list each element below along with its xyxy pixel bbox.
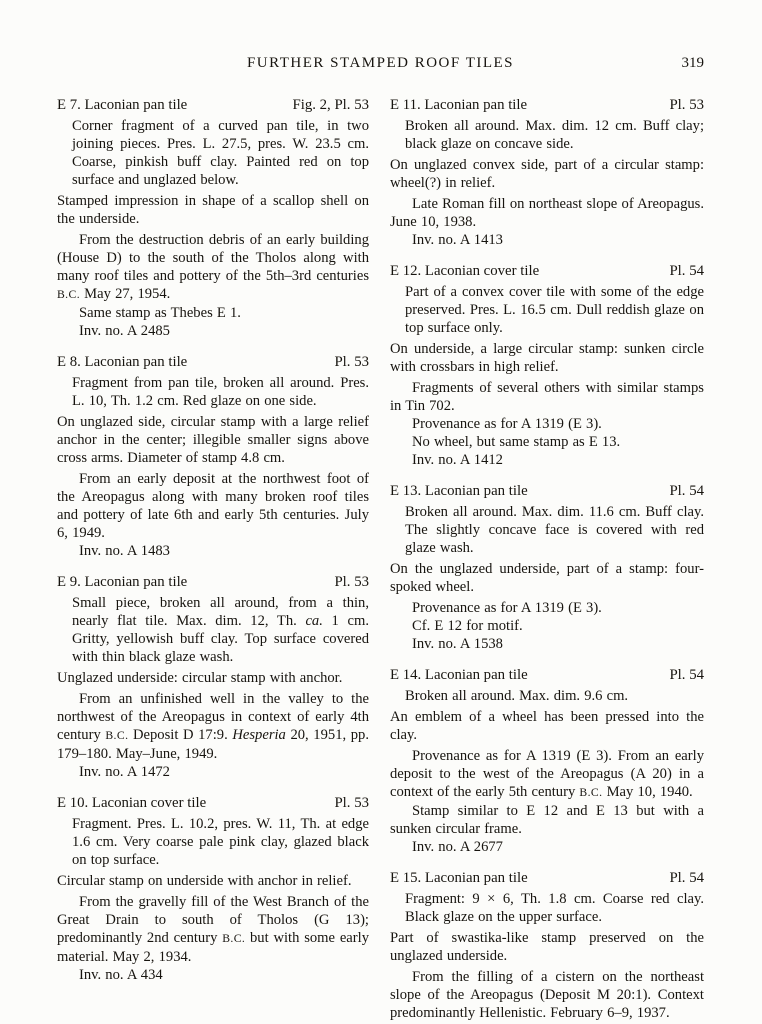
paragraph-indent: Provenance as for A 1319 (E 3). — [412, 600, 602, 616]
smallcaps-text: B.C. — [105, 729, 129, 742]
page-header — [57, 55, 704, 73]
catalog-entry — [57, 573, 369, 781]
paragraph-desc: Broken all around. Max. dim. 12 cm. Buff clay; black glaze on concave side. — [405, 118, 704, 152]
smallcaps-text: B.C. — [57, 288, 81, 301]
entry-heading — [390, 96, 704, 114]
paragraph-desc: Fragment. Pres. L. 10.2, pres. W. 11, Th. at edge 1.6 cm. Very coarse pale pink clay, glazed black on top surface. — [72, 816, 369, 868]
paragraph-indent: Late Roman fill on northeast slope of Areopagus. June 10, 1938. — [390, 196, 704, 230]
plate-reference: Pl. 53 — [334, 795, 369, 811]
paragraph-desc: Small piece, broken all around, from a thin, nearly flat tile. Max. dim. 12, Th. ca. 1 cm. Gritty, yellowish buff clay. Top surface covered with thin black glaze wash. — [72, 595, 369, 665]
paragraph-desc: Corner fragment of a curved pan tile, in two joining pieces. Pres. L. 27.5, pres. W. 23.5 cm. Coarse, pinkish buff clay. Painted red on top surface and unglazed below. — [72, 118, 369, 188]
paragraph-indent: Inv. no. A 1412 — [412, 452, 503, 468]
entry-heading — [57, 96, 369, 114]
paragraph-indent: From the gravelly fill of the West Branch of the Great Drain to south of Tholos (G 13); predominantly 2nd century B.C. but with some early material. May 2, 1934. — [57, 894, 369, 965]
paragraph-desc: Broken all around. Max. dim. 9.6 cm. — [405, 688, 629, 704]
paragraph-flush: An emblem of a wheel has been pressed into the clay. — [390, 709, 704, 743]
entry-title: E 9. Laconian pan tile — [57, 574, 188, 590]
paragraph-flush: On underside, a large circular stamp: sunken circle with crossbars in high relief. — [390, 341, 704, 375]
entry-title: E 13. Laconian pan tile — [390, 483, 528, 499]
paragraph-indent: Provenance as for A 1319 (E 3). From an early deposit to the west of the Areopagus (A 20) in a context of the early 5th century B.C. May 10, 1940. — [390, 748, 704, 800]
paragraph-indent: Inv. no. A 1413 — [412, 232, 503, 248]
paragraph-indent: Inv. no. A 1472 — [79, 764, 170, 780]
entry-heading — [57, 794, 369, 812]
catalog-entry — [390, 482, 704, 653]
smallcaps-text: B.C. — [222, 932, 246, 945]
paragraph-indent: Fragments of several others with similar stamps in Tin 702. — [390, 380, 704, 414]
paragraph-indent: Inv. no. A 434 — [79, 967, 163, 983]
paragraph-indent: From the filling of a cistern on the northeast slope of the Areopagus (Deposit M 20:1). Context predominantly Hellenistic. February 6–9, 1937. — [390, 969, 704, 1021]
catalog-entry — [57, 353, 369, 560]
paragraph-flush: Circular stamp on underside with anchor in relief. — [57, 873, 352, 889]
smallcaps-text: B.C. — [579, 786, 603, 799]
entry-title: E 8. Laconian pan tile — [57, 354, 188, 370]
entry-title: E 11. Laconian pan tile — [390, 97, 528, 113]
plate-reference: Fig. 2, Pl. 53 — [292, 97, 369, 113]
catalog-entry — [390, 869, 704, 1022]
text-column — [57, 96, 369, 1022]
entry-title: E 10. Laconian cover tile — [57, 795, 207, 811]
entry-title: E 7. Laconian pan tile — [57, 97, 188, 113]
italic-text: ca. — [305, 613, 323, 629]
entry-heading — [57, 353, 369, 371]
plate-reference: Pl. 54 — [669, 483, 704, 499]
running-head: FURTHER STAMPED ROOF TILES — [246, 55, 515, 71]
entry-title: E 14. Laconian pan tile — [390, 667, 528, 683]
plate-reference: Pl. 53 — [669, 97, 704, 113]
paragraph-indent: Cf. E 12 for motif. — [412, 618, 523, 634]
entry-title: E 12. Laconian cover tile — [390, 263, 540, 279]
plate-reference: Pl. 53 — [334, 354, 369, 370]
paragraph-desc: Part of a convex cover tile with some of the edge preserved. Pres. L. 16.5 cm. Dull reddish glaze on top surface only. — [405, 284, 704, 336]
paragraph-flush: On unglazed convex side, part of a circular stamp: wheel(?) in relief. — [390, 157, 704, 191]
paragraph-indent: Same stamp as Thebes E 1. — [79, 305, 241, 321]
entry-heading — [390, 262, 704, 280]
plate-reference: Pl. 54 — [669, 667, 704, 683]
catalog-entry — [390, 262, 704, 469]
paragraph-desc: Fragment from pan tile, broken all around. Pres. L. 10, Th. 1.2 cm. Red glaze on one side. — [72, 375, 369, 409]
paragraph-flush: On the unglazed underside, part of a stamp: four-spoked wheel. — [390, 561, 704, 595]
paragraph-indent: Stamp similar to E 12 and E 13 but with a sunken circular frame. — [390, 803, 704, 837]
paragraph-flush: Unglazed underside: circular stamp with anchor. — [57, 670, 343, 686]
italic-text: Hesperia — [232, 727, 286, 743]
paragraph-indent: From an unfinished well in the valley to the northwest of the Areopagus in context of early 4th century B.C. Deposit D 17:9. Hesperia 20, 1951, pp. 179–180. May–June, 1949. — [57, 691, 369, 762]
paragraph-flush: On unglazed side, circular stamp with a large relief anchor in the center; illegible smaller signs above cross arms. Diameter of stamp 4.8 cm. — [57, 414, 369, 466]
paragraph-desc: Fragment: 9 × 6, Th. 1.8 cm. Coarse red clay. Black glaze on the upper surface. — [405, 891, 704, 925]
entry-heading — [390, 666, 704, 684]
text-column — [390, 96, 704, 1022]
catalog-entry — [57, 794, 369, 984]
paragraph-indent: Inv. no. A 1483 — [79, 543, 170, 559]
paragraph-indent: Inv. no. A 1538 — [412, 636, 503, 652]
plate-reference: Pl. 54 — [669, 870, 704, 886]
catalog-entry — [57, 96, 369, 340]
catalog-entry — [390, 666, 704, 856]
page-number: 319 — [681, 55, 704, 71]
paragraph-desc: Broken all around. Max. dim. 11.6 cm. Buff clay. The slightly concave face is covered with red glaze wash. — [405, 504, 704, 556]
paragraph-indent: Provenance as for A 1319 (E 3). — [412, 416, 602, 432]
plate-reference: Pl. 53 — [334, 574, 369, 590]
catalog-entry — [390, 96, 704, 249]
paragraph-indent: Inv. no. A 2485 — [79, 323, 170, 339]
paragraph-indent: From the destruction debris of an early building (House D) to the south of the Tholos along with many roof tiles and pottery of the 5th–3rd centuries B.C. May 27, 1954. — [57, 232, 369, 302]
paragraph-indent: From an early deposit at the northwest foot of the Areopagus along with many broken roof tiles and pottery of late 6th and early 5th centuries. July 6, 1949. — [57, 471, 369, 541]
entry-heading — [390, 869, 704, 887]
plate-reference: Pl. 54 — [669, 263, 704, 279]
paragraph-indent: No wheel, but same stamp as E 13. — [412, 434, 621, 450]
page-content — [57, 96, 704, 1022]
entry-title: E 15. Laconian pan tile — [390, 870, 528, 886]
paragraph-flush: Stamped impression in shape of a scallop shell on the underside. — [57, 193, 369, 227]
entry-heading — [390, 482, 704, 500]
entry-heading — [57, 573, 369, 591]
paragraph-indent: Inv. no. A 2677 — [412, 839, 503, 855]
paragraph-flush: Part of swastika-like stamp preserved on the unglazed underside. — [390, 930, 704, 964]
